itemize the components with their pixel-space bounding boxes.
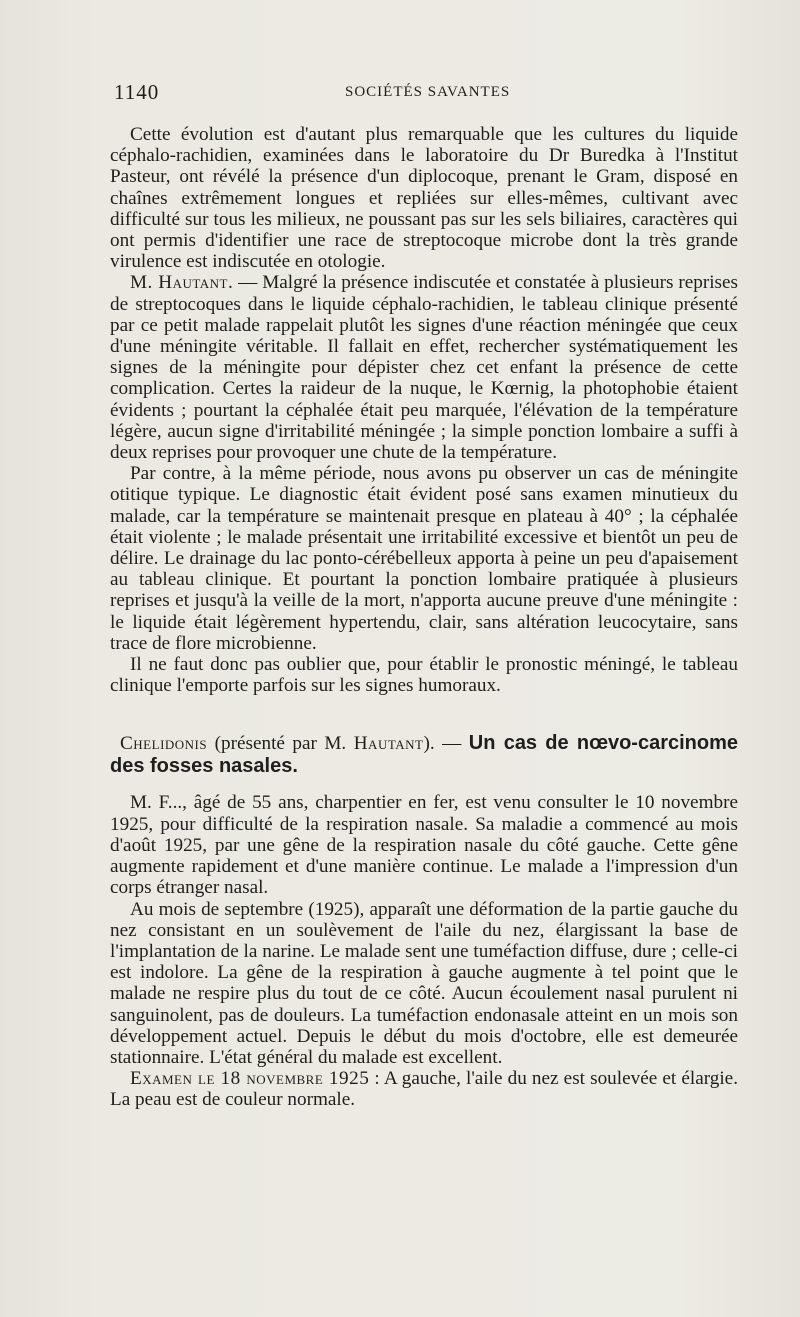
paragraph-text: M. F..., âgé de 55 ans, charpentier en fer, est venu consulter le 10 novembre 1925, pour difficulté de la respiration nasale. Sa maladie a commencé au mois d'août 1925, par une gêne de la respiration nasale du côté gauche. Cette gêne augmente rapidement et d'une manière continue. Le malade a l'impression d'un corps étranger nasal. xyxy=(110,792,738,899)
presenter-suffix: ). — xyxy=(423,733,469,755)
paragraph xyxy=(110,899,738,1069)
paragraph-text: Il ne faut donc pas oublier que, pour établir le pronostic méningé, le tableau clinique l'emporte parfois sur les signes humoraux. xyxy=(110,654,738,697)
speaker-name: M. Hautant. xyxy=(130,272,234,294)
paragraph-text: Au mois de septembre (1925), apparaît une déformation de la partie gauche du nez consistant en un soulèvement de l'aile du nez, élargissant la base de l'implantation de la narine. Le malade sent une tuméfaction diffuse, dure ; celle-ci est indolore. La gêne de la respiration à gauche augmente à tel point que le malade ne respire plus du tout de ce côté. Aucun écoulement nasal purulent ni sanguinolent, pas de douleurs. La tuméfaction endonasale atteint en un mois son développement actuel. Depuis le début du mois d'octobre, elle est demeurée stationnaire. L'état général du malade est excellent. xyxy=(110,898,738,1068)
presenter-prefix: (présenté par M. xyxy=(207,733,354,755)
section-title: Un cas de nœvo-carcinome des fosses nasales. xyxy=(110,732,739,778)
paragraph-text: Par contre, à la même période, nous avons pu observer un cas de méningite otitique typique. Le diagnostic était évident posé sans examen minutieux du malade, car la température se maintenait presque en plateau à 40° ; la céphalée était violente ; le malade présentait une irritabilité excessive et bientôt un peu de délire. Le drainage du lac ponto-cérébelleux apporta à peine un peu d'apaisement au tableau clinique. Et pourtant la ponction lombaire pratiquée à plusieurs reprises et jusqu'à la veille de la mort, n'apporta aucune preuve d'une méningite : le liquide était légèrement hypertendu, clair, sans altération leucocytaire, sans trace de flore microbienne. xyxy=(110,463,738,654)
body-text xyxy=(110,124,738,1111)
paragraph xyxy=(110,654,738,696)
section-presenter: Hautant xyxy=(353,733,424,755)
running-head: SOCIÉTÉS SAVANTES xyxy=(345,84,511,100)
examination-label: Examen le 18 novembre 1925 xyxy=(130,1068,370,1090)
page-number: 1140 xyxy=(114,80,160,104)
paragraph-text: Cette évolution est d'autant plus remarquable que les cultures du liquide céphalo-rachidien, examinées dans le laboratoire du Dr Buredka à l'Institut Pasteur, ont révélé la présence d'un diplocoque, prenant le Gram, disposé en chaînes extrêmement longues et repliées sur elles-mêmes, cultivant avec difficulté sur tous les milieux, ne poussant pas sur les sels biliaires, caractères qui ont permis d'identifier une race de streptocoque microbe dont la très grande virulence est indiscutée en otologie. xyxy=(110,124,738,273)
paragraph xyxy=(110,124,738,272)
paragraph xyxy=(110,463,738,654)
section-author: Chelidonis xyxy=(120,733,208,755)
paragraph xyxy=(110,272,738,463)
paragraph-text: — Malgré la présence indiscutée et constatée à plusieurs reprises de streptocoques dans le liquide céphalo-rachidien, le tableau clinique présenté par ce petit malade rappelait plutôt les signes d'une réaction méningée que ceux d'une méningite véritable. Il fallait en effet, rechercher systématiquement les signes de la méningite pour dépister chez cet enfant la présence de cette complication. Certes la raideur de la nuque, le Kœrnig, la photophobie étaient évidents ; pourtant la céphalée était peu marquée, l'élévation de la température légère, aucun signe d'irritabilité méningée ; la simple ponction lombaire a suffi à deux reprises pour provoquer une chute de la température. xyxy=(110,272,739,464)
paragraph-text: : A gauche, l'aile du nez est soulevée et élargie. La peau est de couleur normale. xyxy=(110,1068,738,1111)
paragraph xyxy=(110,792,738,898)
page-header xyxy=(0,80,800,108)
section-heading xyxy=(110,732,738,778)
paragraph xyxy=(110,1068,738,1110)
